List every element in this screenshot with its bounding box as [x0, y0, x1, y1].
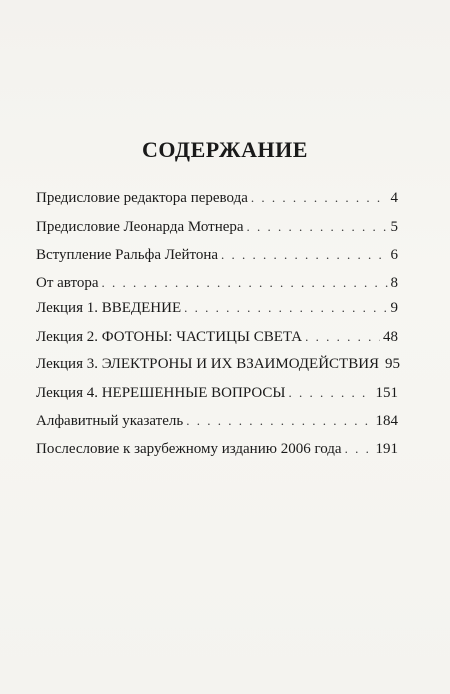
toc-entry [36, 219, 398, 239]
toc-entry [36, 275, 398, 295]
dot-leader [102, 275, 388, 291]
toc-entry-label: Послесловие к зарубежному изданию 2006 года [36, 441, 342, 457]
toc-entry-label: Лекция 4. НЕРЕШЕННЫЕ ВОПРОСЫ [36, 385, 286, 401]
toc-entry-label: Лекция 1. ВВЕДЕНИЕ [36, 300, 182, 316]
toc-entry-page: 6 [390, 247, 398, 263]
toc-entry-page: 48 [383, 329, 398, 345]
toc-entry-page: 151 [375, 385, 398, 401]
dot-leader [184, 300, 387, 316]
toc-entry-page: 191 [375, 441, 398, 457]
toc-entry-page: 5 [390, 219, 398, 235]
toc-entry [36, 385, 398, 405]
toc-entry [36, 441, 398, 461]
dot-leader [305, 329, 380, 345]
toc-entry-label: Вступление Ральфа Лейтона [36, 247, 219, 263]
toc-entry [36, 329, 398, 349]
toc-entry-page: 4 [390, 190, 398, 206]
dot-leader [251, 190, 388, 206]
toc-entry-label: Предисловие Леонарда Мотнера [36, 219, 244, 235]
toc-entry [36, 413, 398, 433]
toc-entry-page: 8 [390, 275, 398, 291]
dot-leader [221, 247, 387, 263]
page-title: СОДЕРЖАНИЕ [142, 137, 308, 162]
toc-entry [36, 190, 398, 210]
toc-entry-label: Лекция 2. ФОТОНЫ: ЧАСТИЦЫ СВЕТА [36, 329, 303, 345]
toc-entry-page: 184 [375, 413, 398, 429]
toc-entry-label: Лекция 3. ЭЛЕКТРОНЫ И ИХ ВЗАИМОДЕЙСТВИЯ [36, 356, 380, 372]
dot-leader [247, 219, 388, 235]
toc-entry-page: 95 [385, 356, 401, 372]
toc-entry [36, 356, 401, 376]
toc-entry-label: Предисловие редактора перевода [36, 190, 248, 206]
dot-leader [345, 441, 373, 457]
dot-leader [288, 385, 372, 401]
toc-entry-label: Алфавитный указатель [36, 413, 184, 429]
toc-entry [36, 247, 398, 267]
dot-leader [186, 413, 372, 429]
toc-entry-page: 9 [390, 300, 398, 316]
toc-entry [36, 300, 398, 320]
toc-entry-label: От автора [36, 275, 99, 291]
